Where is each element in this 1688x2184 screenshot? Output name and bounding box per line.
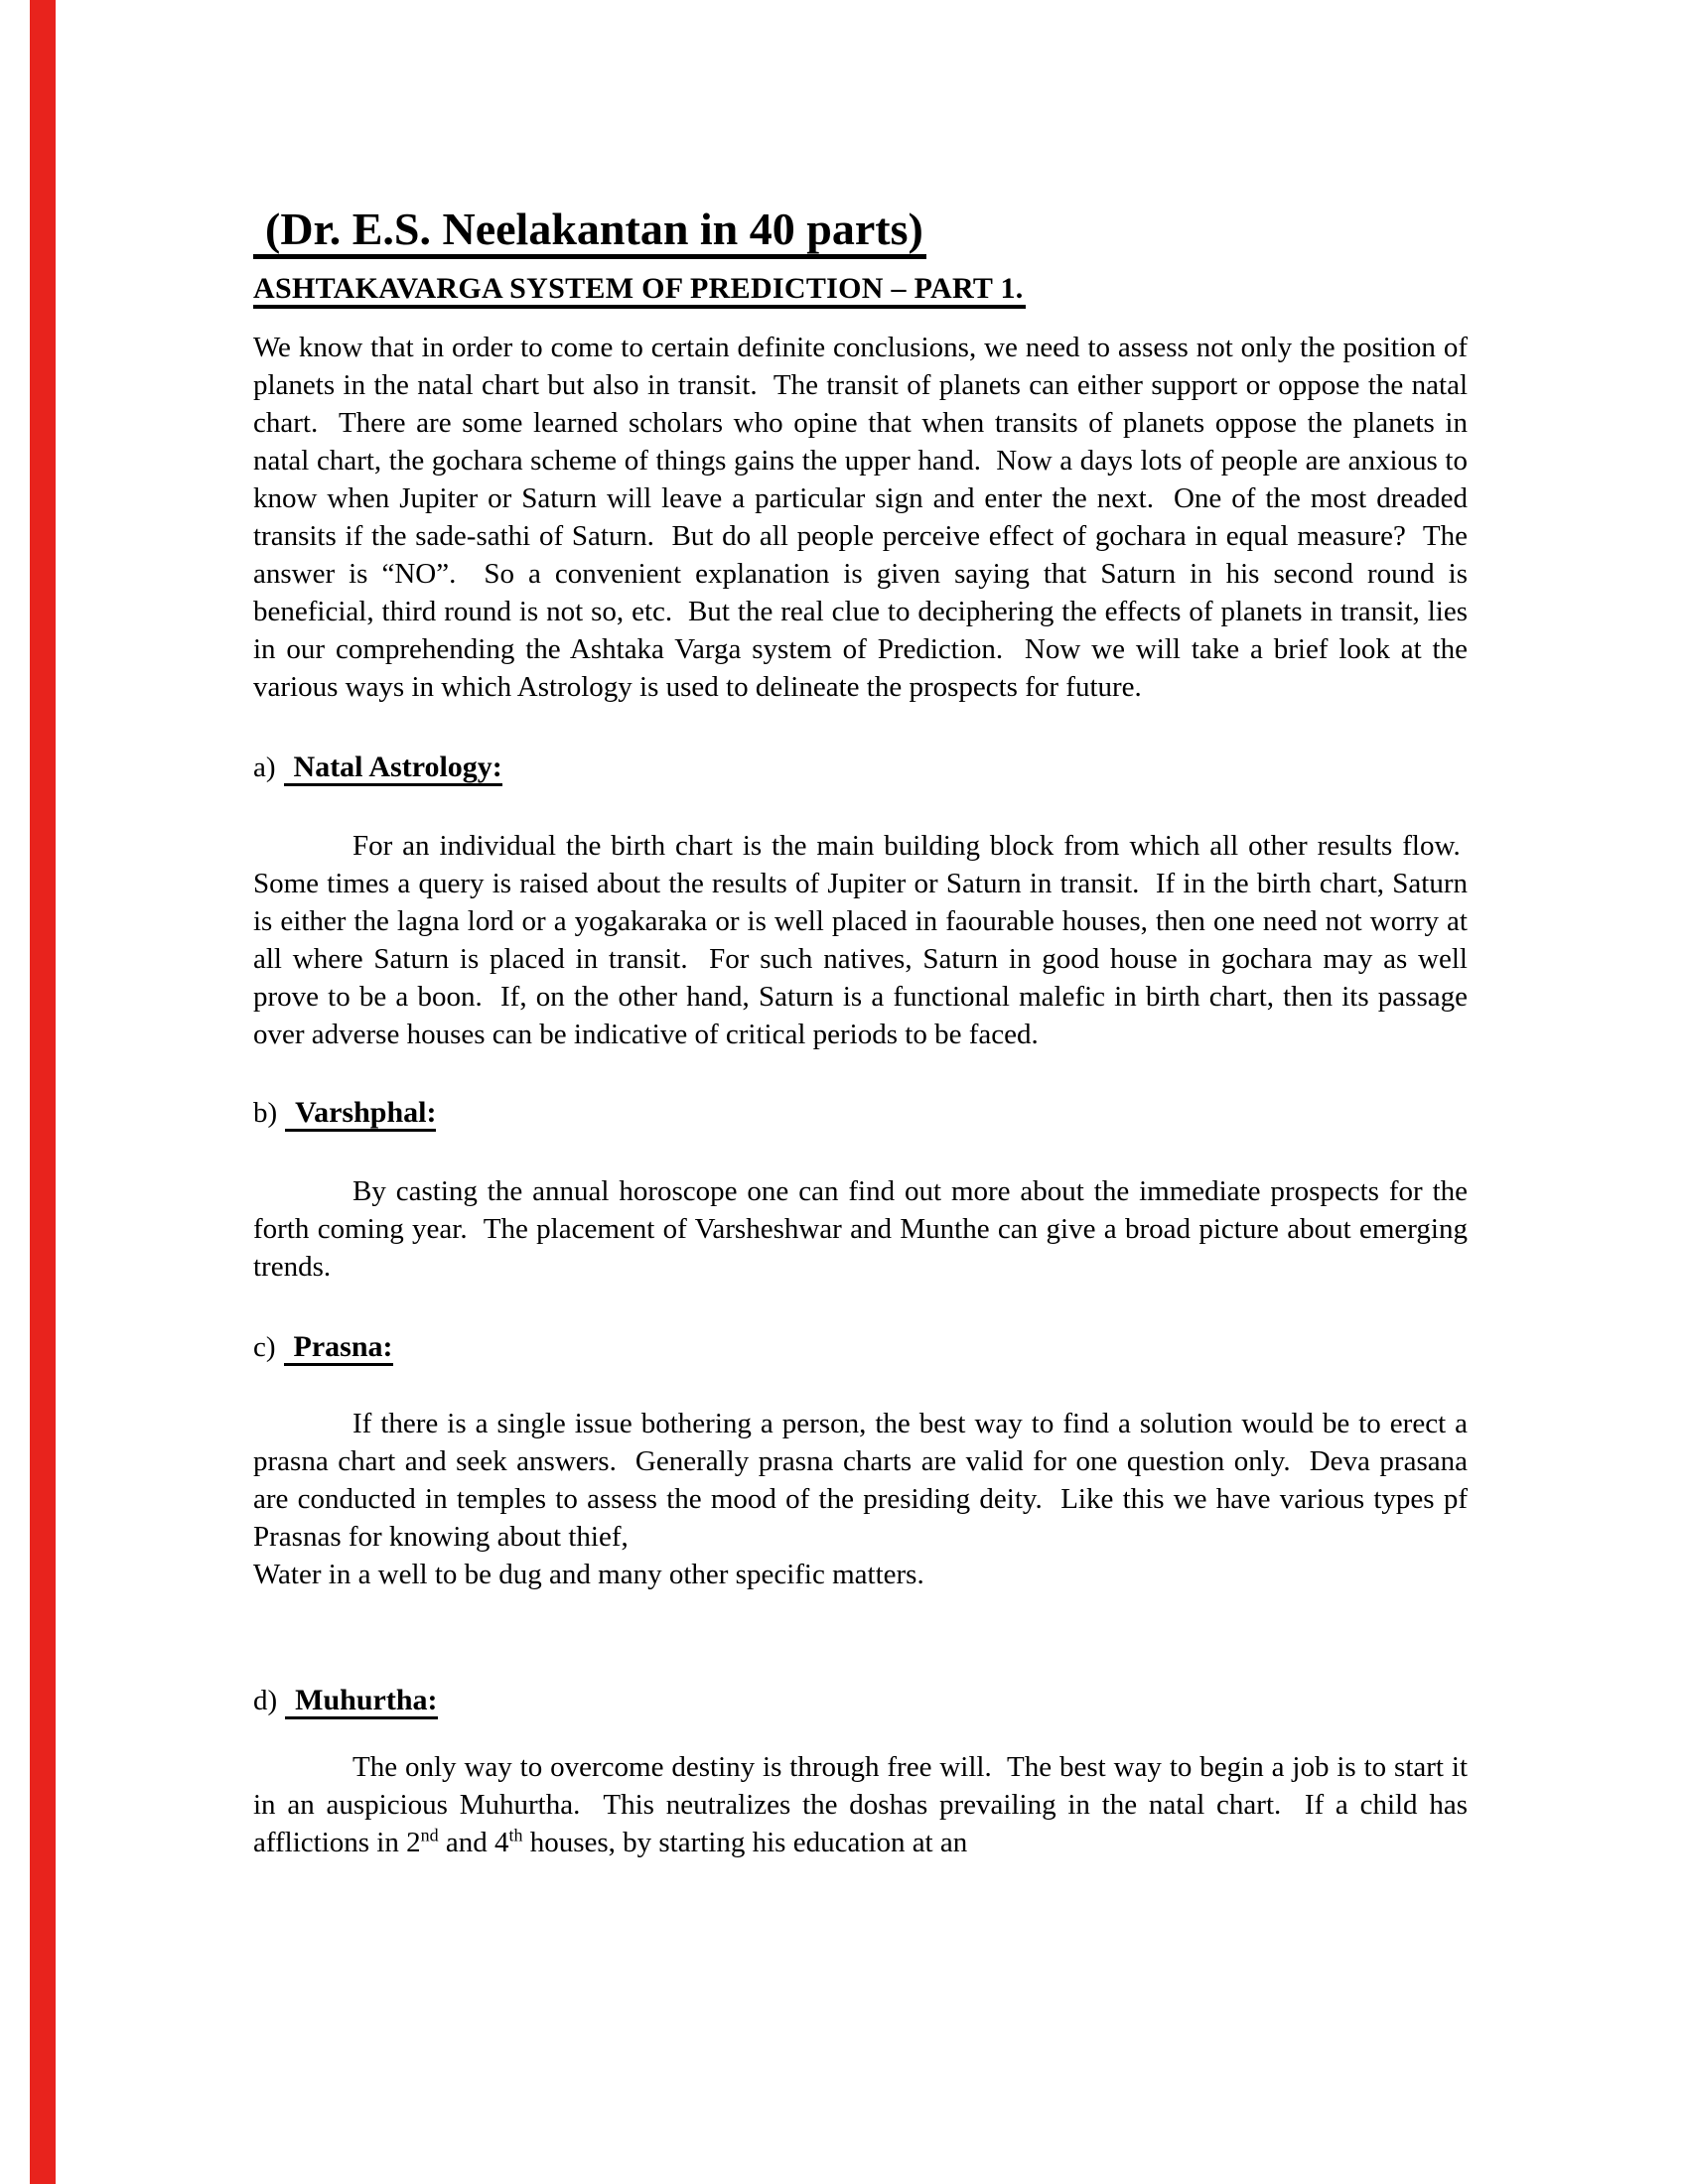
- superscript-nd: nd: [420, 1824, 439, 1844]
- left-red-margin-bar: [30, 0, 56, 2184]
- varshphal-paragraph: By casting the annual horoscope one can find out more about the immediate prospects for the forth coming year. The placement of Varsheshwar and Munthe can give a broad picture about emerging trends.: [253, 1174, 1468, 1283]
- document-subtitle-text: ASHTAKAVARGA SYSTEM OF PREDICTION – PART 1.: [253, 272, 1026, 309]
- section-heading-muhurtha: [253, 1681, 1468, 1720]
- muhurtha-paragraph: [253, 1748, 1468, 1861]
- section-c-title: Prasna:: [284, 1330, 393, 1366]
- natal-astrology-paragraph: For an individual the birth chart is the main building block from which all other results flow. Some times a query is raised about the results of Jupiter or Saturn in transit. If in the birth chart, Saturn is either the lagna lord or a yogakaraka or is well placed in faourable houses, then one need not worry at all where Saturn is placed in transit. For such natives, Saturn in good house in gochara may as well prove to be a boon. If, on the other hand, Saturn is a functional malefic in birth chart, then its passage over adverse houses can be indicative of critical periods to be faced.: [253, 829, 1468, 1050]
- muhurtha-text-post: houses, by starting his education at an: [522, 1826, 968, 1858]
- intro-paragraph: We know that in order to come to certain definite conclusions, we need to assess not only the position of planets in the natal chart but also in transit. The transit of planets can either support or oppose the natal chart. There are some learned scholars who opine that when transits of planets oppose the planets in natal chart, the gochara scheme of things gains the upper hand. Now a days lots of people are anxious to know when Jupiter or Saturn will leave a particular sign and enter the next. One of the most dreaded transits if the sade-sathi of Saturn. But do all people perceive effect of gochara in equal measure? The answer is “NO”. So a convenient explanation is given saying that Saturn in his second round is beneficial, third round is not so, etc. But the real clue to deciphering the effects of planets in transit, lies in our comprehending the Ashtaka Varga system of Prediction. Now we will take a brief look at the various ways in which Astrology is used to delineate the prospects for future.: [253, 331, 1468, 703]
- section-a-prefix: a): [253, 751, 276, 783]
- section-b-prefix: b): [253, 1096, 278, 1129]
- prasna-paragraph-continued: Water in a well to be dug and many other specific matters.: [253, 1558, 924, 1590]
- document-subtitle: [253, 271, 1468, 307]
- document-title: [253, 204, 1468, 255]
- superscript-th: th: [508, 1824, 523, 1844]
- muhurtha-text-pre: The only way to overcome destiny is through free will. The best way to begin a job is to start it in an auspicious Muhurtha. This neutralizes the doshas prevailing in the natal chart. If a child has afflictions in 2: [253, 1750, 1468, 1858]
- section-a-title: Natal Astrology:: [284, 751, 502, 786]
- prasna-paragraph: If there is a single issue bothering a person, the best way to find a solution would be to erect a prasna chart and seek answers. Generally prasna charts are valid for one question only. Deva prasana are conducted in temples to assess the mood of the presiding deity. Like this we have various types pf Prasnas for knowing about thief,: [253, 1407, 1468, 1553]
- document-title-text: (Dr. E.S. Neelakantan in 40 parts): [253, 204, 926, 259]
- section-heading-prasna: [253, 1327, 1468, 1367]
- section-b-title: Varshphal:: [285, 1096, 436, 1132]
- document-page: [253, 204, 1468, 1861]
- section-d-title: Muhurtha:: [285, 1684, 437, 1719]
- section-heading-natal-astrology: [253, 748, 1468, 787]
- section-heading-varshphal: [253, 1093, 1468, 1133]
- section-d-prefix: d): [253, 1684, 278, 1716]
- section-c-prefix: c): [253, 1330, 276, 1363]
- muhurtha-text-mid: and 4: [438, 1826, 509, 1858]
